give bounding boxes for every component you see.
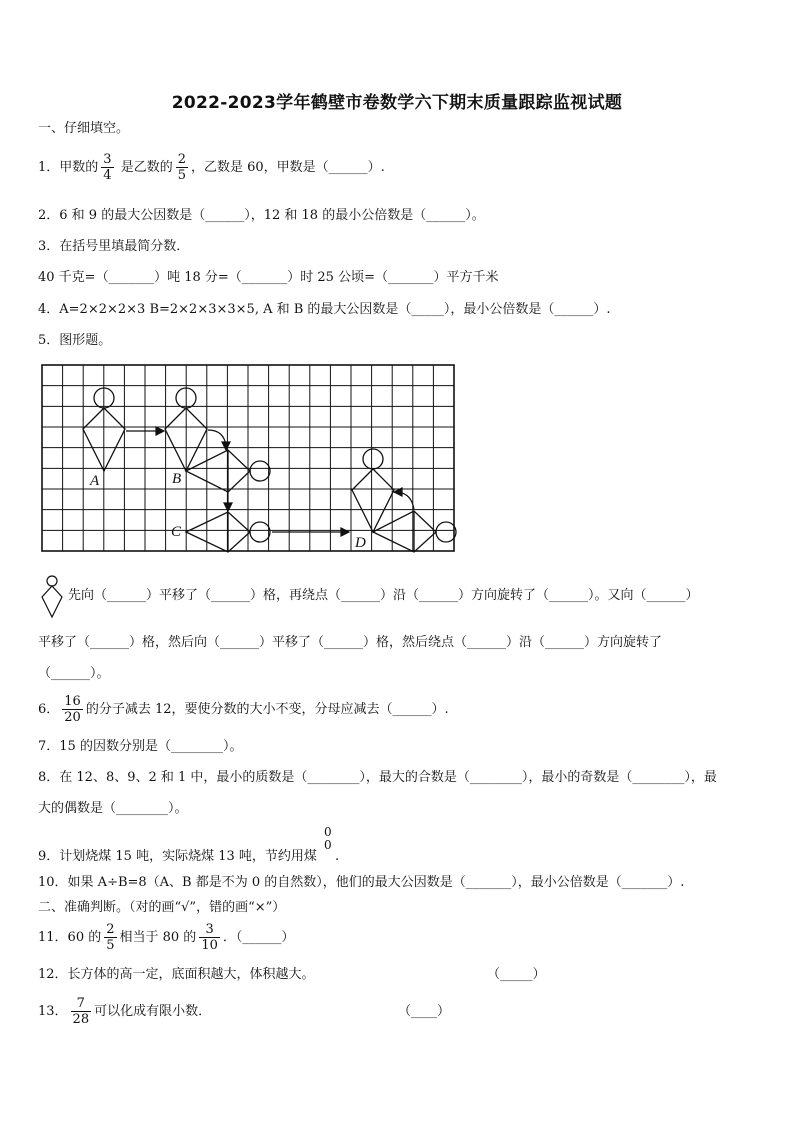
label-b: B (172, 471, 182, 487)
q13-text-post: 可以化成有限小数． (94, 1004, 212, 1019)
q1-f2-denominator: 5 (177, 168, 186, 183)
question-5: 5．图形题。 (38, 333, 112, 348)
q11-fraction-1 (104, 922, 116, 953)
figure-b-rotated (186, 450, 250, 492)
q1-f1-denominator: 4 (103, 168, 112, 183)
figure-d-rotated (373, 511, 436, 552)
q13-text-pre: 13． (38, 1004, 68, 1019)
q13-fraction (71, 996, 92, 1027)
q13-numerator: 7 (71, 996, 92, 1012)
figure-c (186, 512, 270, 552)
question-7: 7．15 的因数分别是（________）。 (38, 739, 243, 754)
figure-d-rotated-head (436, 522, 456, 542)
q11-text-mid: 相当于 80 的 (119, 930, 197, 945)
q1-f1-numerator: 3 (103, 152, 112, 167)
q9-fraction-mark (324, 826, 332, 852)
page-title: 2022-2023学年鹤壁市卷数学六下期末质量跟踪监视试题 (171, 93, 623, 113)
q11-f1-denominator: 5 (106, 938, 115, 953)
q6-denominator: 20 (64, 710, 81, 725)
q11-text-pre: 11．60 的 (38, 930, 102, 945)
section-heading-1: 一、仔细填空。 (38, 121, 130, 136)
grid-lines (42, 365, 454, 551)
arrow-right-2-head (341, 528, 349, 536)
question-8-line-1: 8．在 12、8、9、2 和 1 中，最小的质数是（________），最大的合数是（________），最小的奇数是（________），最 (38, 770, 717, 785)
question-13 (38, 996, 211, 1027)
q11-fraction-2 (199, 922, 220, 953)
q6-text-post: 的分子减去 12，要使分数的大小不变，分母应减去（______）. (85, 702, 449, 717)
question-8-line-2: 大的偶数是（________）。 (38, 801, 188, 816)
question-5-line-3: （______）。 (38, 666, 110, 681)
question-9 (38, 848, 317, 866)
q9-text: 9．计划烧煤 15 吨，实际烧煤 13 吨，节约用煤 (38, 849, 317, 864)
question-5-line-2: 平移了（______）格，然后向（______）平移了（______）格，然后绕点（______）沿（______）方向旋转了 (38, 635, 663, 650)
q11-f2-denominator: 10 (201, 938, 218, 953)
question-10: 10．如果 A÷B=8（A、B 都是不为 0 的自然数），他们的最大公因数是（_______），最小公倍数是（_______）. (38, 875, 685, 890)
question-13-blank: （____） (398, 1004, 451, 1019)
q11-f1-numerator: 2 (106, 922, 115, 937)
figure-b-rotated-head (250, 461, 270, 481)
question-1 (38, 152, 385, 183)
figure-c-head (250, 522, 270, 542)
q9-mark-top: 0 (324, 825, 332, 839)
question-5-line-1: 先向（______）平移了（______）格，再绕点（______）沿（______）方向旋转了（______）。又向（______） (68, 588, 699, 603)
arrow-right-1-head (156, 427, 164, 435)
question-6 (38, 694, 449, 725)
label-d: D (355, 535, 366, 551)
question-3-items: 40 千克=（_______）吨 18 分=（_______）时 25 公顷=（_______）平方千米 (38, 270, 499, 285)
figure-c-body (186, 512, 250, 552)
q1-text-post: ，乙数是 60，甲数是（______）. (190, 160, 385, 175)
q1-fraction-1 (101, 152, 113, 183)
label-a: A (90, 473, 100, 489)
section-heading-2: 二、准确判断。（对的画“√”，错的画“×”） (38, 900, 286, 915)
arrow-rotate-1-head (222, 442, 230, 450)
figure-d (352, 449, 456, 552)
q13-denominator: 28 (72, 1012, 90, 1027)
q1-text-pre: 1．甲数的 (38, 160, 99, 175)
question-11 (38, 922, 294, 953)
movement-arrows (126, 427, 414, 536)
q9-end: . (335, 849, 340, 864)
q6-fraction (62, 694, 83, 725)
q6-numerator: 16 (64, 694, 81, 709)
q6-text-pre: 6． (38, 702, 60, 717)
grid-diagram (40, 364, 458, 554)
q1-f2-numerator: 2 (177, 152, 186, 167)
question-4: 4．A=2×2×2×3 B=2×2×3×3×5, A 和 B 的最大公因数是（_____），最小公倍数是（______）. (38, 302, 611, 317)
figure-icon (40, 575, 64, 619)
q11-text-post: ．（______） (222, 930, 295, 945)
q1-text-mid: 是乙数的 (116, 160, 173, 175)
label-c: C (171, 524, 182, 540)
q1-fraction-2 (176, 152, 188, 183)
question-12-blank: （_____） (487, 967, 546, 982)
question-2: 2．6 和 9 的最大公因数是（______），12 和 18 的最小公倍数是（______）。 (38, 208, 485, 223)
figure-d-body (352, 469, 394, 532)
question-3: 3．在括号里填最简分数． (38, 239, 190, 254)
q9-mark-bottom: 0 (324, 838, 332, 852)
question-12: 12．长方体的高一定，底面积越大，体积越大。 (38, 967, 315, 982)
q11-f2-numerator: 3 (199, 922, 220, 938)
figure-d-head (363, 449, 383, 469)
